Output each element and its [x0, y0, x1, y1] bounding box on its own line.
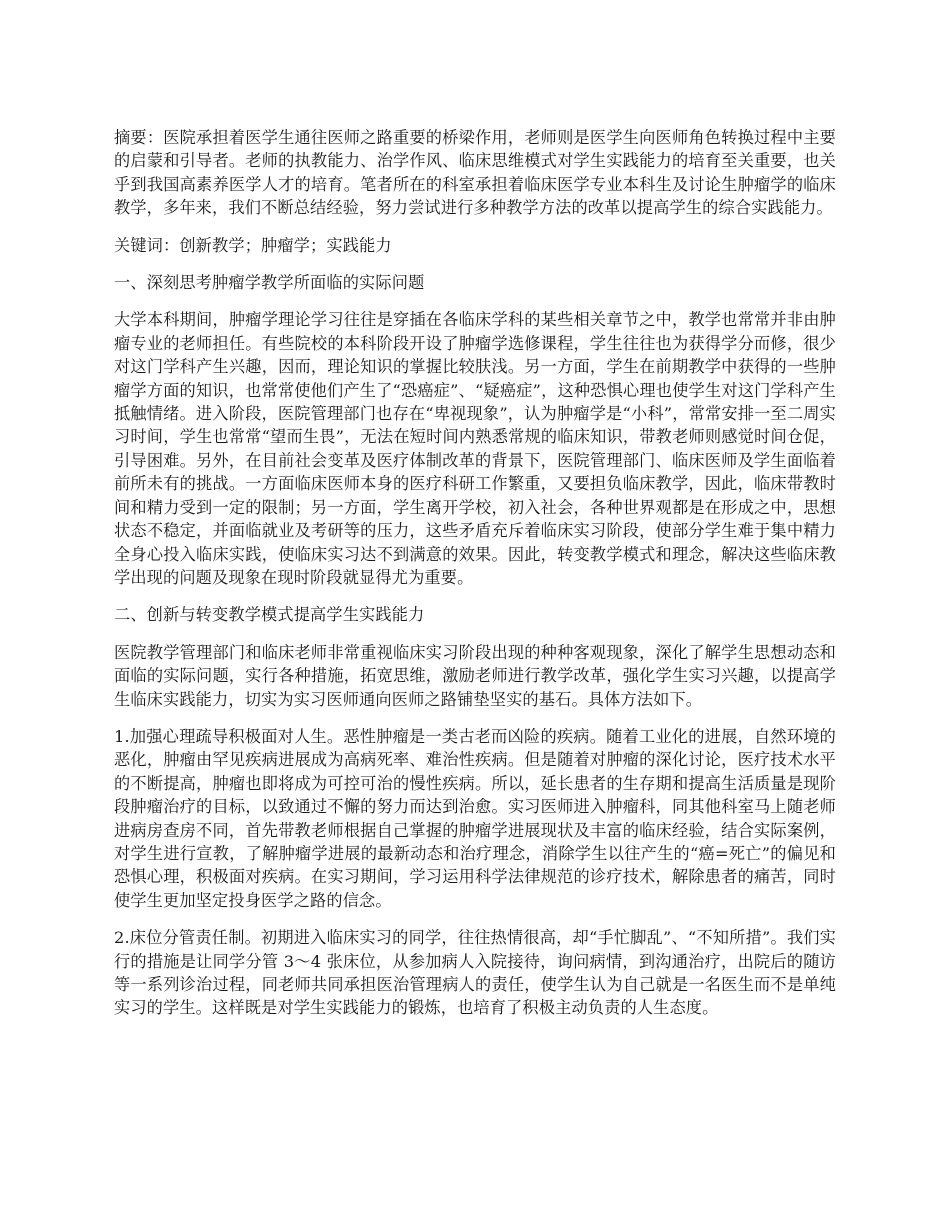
section-2-heading: 二、创新与转变教学模式提高学生实践能力	[114, 605, 425, 625]
keywords-line: 关键词：创新教学；肿瘤学；实践能力	[114, 235, 392, 255]
section-1-heading: 一、深刻思考肿瘤学教学所面临的实际问题	[114, 273, 425, 293]
method-item-2: 2.床位分管责任制。初期进入临床实习的同学，往往热情很高，却“手忙脚乱”、“不知所措”。我们实行的措施是让同学分管 3～4 张床位，从参加病人入院接待，询问病情，到沟通治疗，出院后的随访等一系列诊治过程，同老师共同承担医治管理病人的责任，使学生认为自己就是一名医生而不是单纯实习的学生。这样既是对学生实践能力的锻炼，也培育了积极主动负责的人生态度。	[114, 928, 836, 1018]
abstract-paragraph: 摘要：医院承担着医学生通往医师之路重要的桥梁作用，老师则是医学生向医师角色转换过程中主要的启蒙和引导者。老师的执教能力、治学作风、临床思维模式对学生实践能力的培育至关重要，也关乎到我国高素养医学人才的培育。笔者所在的科室承担着临床医学专业本科生及讨论生肿瘤学的临床教学，多年来，我们不断总结经验，努力尝试进行多种教学方法的改革以提高学生的综合实践能力。	[114, 128, 836, 218]
section-1-paragraph: 大学本科期间，肿瘤学理论学习往往是穿插在各临床学科的某些相关章节之中，教学也常常并非由肿瘤专业的老师担任。有些院校的本科阶段开设了肿瘤学选修课程，学生往往也为获得学分而修，很少对这门学科产生兴趣，因而，理论知识的掌握比较肤浅。另一方面，学生在前期教学中获得的一些肿瘤学方面的知识，也常常使他们产生了“恐癌症”、“疑癌症”，这种恐惧心理也使学生对这门学科产生抵触情绪。进入阶段，医院管理部门也存在“卑视现象”，认为肿瘤学是“小科”，常常安排一至二周实习时间，学生也常常“望而生畏”，无法在短时间内熟悉常规的临床知识，带教老师则感觉时间仓促，引导困难。另外，在目前社会变革及医疗体制改革的背景下，医院管理部门、临床医师及学生面临着前所未有的挑战。一方面临床医师本身的医疗科研工作繁重，又要担负临床教学，因此，临床带教时间和精力受到一定的限制；另一方面，学生离开学校，初入社会，各种世界观都是在形成之中，思想状态不稳定，并面临就业及考研等的压力，这些矛盾充斥着临床实习阶段，使部分学生难于集中精力全身心投入临床实践，使临床实习达不到满意的效果。因此，转变教学模式和理念，解决这些临床教学出现的问题及现象在现时阶段就显得尤为重要。	[114, 310, 836, 587]
section-2-paragraph: 医院教学管理部门和临床老师非常重视临床实习阶段出现的种种客观现象，深化了解学生思想动态和面临的实际问题，实行各种措施，拓宽思维，激励老师进行教学改革，强化学生实习兴趣，以提高学生临床实践能力，切实为实习医师通向医师之路铺垫坚实的基石。具体方法如下。	[114, 642, 836, 709]
method-item-1: 1.加强心理疏导积极面对人生。恶性肿瘤是一类古老而凶险的疾病。随着工业化的进展，自然环境的恶化，肿瘤由罕见疾病进展成为高病死率、难治性疾病。但是随着对肿瘤的深化讨论，医疗技术水平的不断提高，肿瘤也即将成为可控可治的慢性疾病。所以，延长患者的生存期和提高生活质量是现阶段肿瘤治疗的目标，以致通过不懈的努力而达到治愈。实习医师进入肿瘤科，同其他科室马上随老师进病房查房不同，首先带教老师根据自己掌握的肿瘤学进展现状及丰富的临床经验，结合实际案例，对学生进行宣教，了解肿瘤学进展的最新动态和治疗理念，消除学生以往产生的“癌=死亡”的偏见和恐惧心理，积极面对疾病。在实习期间，学习运用科学法律规范的诊疗技术，解除患者的痛苦，同时使学生更加坚定投身医学之路的信念。	[114, 726, 836, 910]
